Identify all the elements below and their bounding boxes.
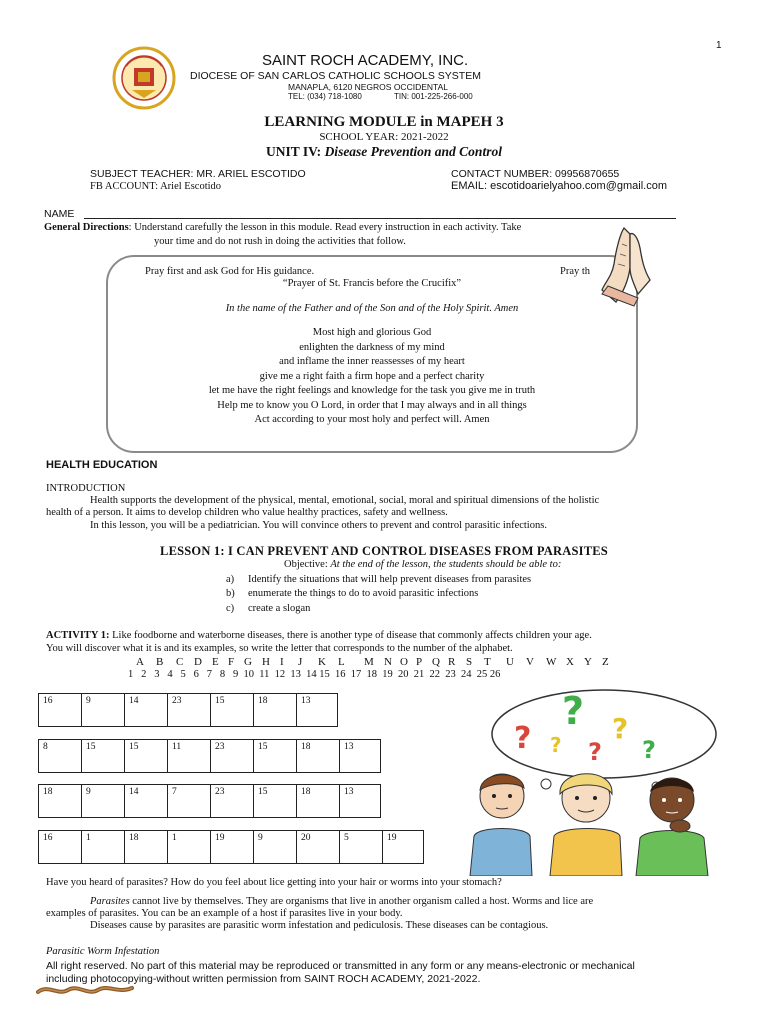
- directions-label: General Directions: [44, 222, 129, 233]
- answer-cell[interactable]: 13: [339, 784, 381, 818]
- alphabet-letter: N: [384, 656, 392, 668]
- prayer-line: and inflame the inner reassesses of my heart: [279, 356, 465, 367]
- copyright-line-1: All right reserved. No part of this material may be reproduced or transmitted in any form or any means-electronic or mechanical: [46, 960, 635, 972]
- name-field-line[interactable]: [84, 218, 676, 219]
- answer-cell[interactable]: 14: [124, 784, 168, 818]
- school-year: SCHOOL YEAR: 2021-2022: [319, 131, 449, 143]
- answer-cell[interactable]: 1: [81, 830, 125, 864]
- prayer-intro-cut: Pray th: [560, 266, 591, 277]
- alphabet-letter: O: [400, 656, 408, 668]
- alphabet-letter: L: [338, 656, 345, 668]
- email-line: [451, 180, 667, 192]
- alphabet-letter: G: [244, 656, 252, 668]
- answer-cell[interactable]: 1: [167, 830, 211, 864]
- alphabet-letter: U: [506, 656, 514, 668]
- alphabet-letter: A: [136, 656, 144, 668]
- svg-text:?: ?: [612, 712, 629, 745]
- prayer-line: enlighten the darkness of my mind: [299, 341, 445, 353]
- activity-label: ACTIVITY 1:: [46, 630, 110, 641]
- svg-text:?: ?: [588, 738, 602, 766]
- answer-cell[interactable]: 14: [124, 693, 168, 727]
- alphabet-letter: V: [526, 656, 534, 668]
- answer-cell[interactable]: 18: [124, 830, 168, 864]
- alphabet-letter: K: [318, 656, 326, 668]
- alphabet-numbers: 1 2 3 4 5 6 7 8 9 10 11 12 13 14 15 16 17 18 19 20 21 22 23 24 25 26: [128, 669, 501, 680]
- thinking-children-illustration: [466, 686, 732, 876]
- objective-label: Objective:: [284, 559, 331, 570]
- answer-cell[interactable]: 9: [253, 830, 297, 864]
- prayer-line: Act according to your most holy and perfect will. Amen: [254, 414, 490, 425]
- fb-account: FB ACCOUNT: Ariel Escotido: [90, 181, 222, 192]
- answer-cell[interactable]: 16: [38, 830, 82, 864]
- prayer-line: Help me to know you O Lord, in order that I may always and in all things: [217, 399, 527, 411]
- answer-cell[interactable]: 19: [210, 830, 254, 864]
- directions-text-2: your time and do not rush in doing the activities that follow.: [154, 236, 406, 247]
- answer-cell[interactable]: 18: [38, 784, 82, 818]
- answer-cell[interactable]: 15: [124, 739, 168, 773]
- answer-cell[interactable]: 15: [253, 739, 297, 773]
- subject-teacher: SUBJECT TEACHER: MR. ARIEL ESCOTIDO: [90, 168, 306, 180]
- unit-label: UNIT IV:: [266, 144, 325, 159]
- tin: TIN: 001-225-266-000: [394, 92, 473, 101]
- answer-cell[interactable]: 15: [210, 693, 254, 727]
- alphabet-letter: S: [466, 656, 473, 668]
- contact-number: CONTACT NUMBER: 09956870655: [451, 168, 620, 180]
- answer-row: [38, 739, 380, 773]
- answer-row: [38, 830, 423, 864]
- alphabet-letter: X: [566, 656, 574, 668]
- school-logo: [112, 46, 176, 110]
- telephone: TEL: (034) 718-1080: [288, 92, 362, 101]
- activity-text: Like foodborne and waterborne diseases, there is another type of disease that commonly affects children your age.: [109, 630, 592, 641]
- svg-text:?: ?: [514, 721, 532, 756]
- alphabet-letter: F: [228, 656, 235, 668]
- school-name: SAINT ROCH ACADEMY, INC.: [262, 52, 469, 69]
- prayer-line: give me a right faith a firm hope and a perfect charity: [259, 370, 485, 382]
- worm-icon: [36, 982, 136, 998]
- email-value: escotidoarielyahoo.com@gmail.com: [490, 180, 667, 192]
- alphabet-letter: T: [484, 656, 491, 668]
- answer-cell[interactable]: 20: [296, 830, 340, 864]
- alphabet-letter: W: [546, 656, 557, 668]
- answer-cell[interactable]: 13: [339, 739, 381, 773]
- objective-item: b) enumerate the things to do to avoid parasitic infections: [226, 588, 479, 599]
- alphabet-letter: D: [194, 656, 202, 668]
- answer-cell[interactable]: 19: [382, 830, 424, 864]
- name-label: NAME: [44, 208, 75, 220]
- answer-cell[interactable]: 9: [81, 693, 125, 727]
- address-line: MANAPLA, 6120 NEGROS OCCIDENTAL: [288, 82, 448, 92]
- answer-cell[interactable]: 23: [210, 739, 254, 773]
- unit-title: Disease Prevention and Control: [324, 144, 502, 159]
- objective-text: At the end of the lesson, the students should be able to:: [330, 559, 562, 570]
- parasites-text-3: Diseases cause by parasites are parasitic worm infestation and pediculosis. These diseases can be contagious.: [90, 920, 549, 931]
- email-label: EMAIL:: [451, 180, 491, 192]
- alphabet-letter: Z: [602, 656, 609, 668]
- copyright-line-2: including photocopying-without written permission from SAINT ROCH ACADEMY, 2021-2022.: [46, 973, 481, 985]
- praying-hands-icon: [594, 224, 658, 308]
- answer-cell[interactable]: 18: [253, 693, 297, 727]
- alphabet-letter: B: [156, 656, 164, 668]
- alphabet-letter: Y: [584, 656, 592, 668]
- alphabet-letter: Q: [432, 656, 440, 668]
- parasites-text-2: examples of parasites. You can be an example of a host if parasites live in your body.: [46, 908, 403, 919]
- section-heading: HEALTH EDUCATION: [46, 459, 158, 471]
- alphabet-letter: R: [448, 656, 456, 668]
- question-text: Have you heard of parasites? How do you feel about lice getting into your hair or worms into your stomach?: [46, 877, 502, 888]
- objective-item: a) Identify the situations that will help prevent diseases from parasites: [226, 574, 532, 585]
- answer-cell[interactable]: 7: [167, 784, 211, 818]
- answer-cell[interactable]: 13: [296, 693, 338, 727]
- alphabet-letter: P: [416, 656, 423, 668]
- module-title: LEARNING MODULE in MAPEH 3: [264, 114, 504, 130]
- prayer-lines: [106, 327, 638, 437]
- subheading-worm-infestation: Parasitic Worm Infestation: [46, 946, 160, 957]
- unit-heading: [0, 144, 768, 160]
- answer-cell[interactable]: 23: [167, 693, 211, 727]
- svg-text:?: ?: [562, 689, 585, 733]
- sign-of-cross: In the name of the Father and of the Son and of the Holy Spirit. Amen: [225, 303, 519, 314]
- intro-text-3: In this lesson, you will be a pediatrician. You will convince others to prevent and control parasitic infections.: [90, 520, 547, 531]
- answer-cell[interactable]: 9: [81, 784, 125, 818]
- answer-row: [38, 693, 337, 727]
- alphabet-letter: M: [364, 656, 374, 668]
- lesson-title: LESSON 1: I CAN PREVENT AND CONTROL DISEASES FROM PARASITES: [160, 544, 608, 558]
- alphabet-letter: C: [176, 656, 184, 668]
- parasites-paragraph: Parasites cannot live by themselves. They are organisms that live in another organism called a host. Worms and lice are: [90, 896, 594, 907]
- intro-text-2: health of a person. It aims to develop children who value healthy practices, safety and wellness.: [46, 507, 448, 518]
- alphabet-letter: J: [298, 656, 303, 668]
- answer-cell[interactable]: 11: [167, 739, 211, 773]
- activity-instructions: [46, 630, 736, 641]
- alphabet-letter: H: [262, 656, 270, 668]
- objective: [284, 559, 561, 570]
- prayer-intro: Pray first and ask God for His guidance.: [145, 266, 315, 277]
- answer-cell[interactable]: 15: [81, 739, 125, 773]
- answer-cell[interactable]: 18: [296, 739, 340, 773]
- prayer-line: Most high and glorious God: [312, 327, 432, 338]
- answer-cell[interactable]: 23: [210, 784, 254, 818]
- prayer-title: “Prayer of St. Francis before the Crucifix”: [282, 278, 462, 289]
- answer-cell[interactable]: 16: [38, 693, 82, 727]
- answer-cell[interactable]: 5: [339, 830, 383, 864]
- directions-text: : Understand carefully the lesson in this module. Read every instruction in each activity. Take: [128, 222, 522, 233]
- prayer-line: let me have the right feelings and knowledge for the task you give me in truth: [208, 385, 536, 396]
- answer-cell[interactable]: 15: [253, 784, 297, 818]
- alphabet-letter: E: [212, 656, 219, 668]
- svg-text:?: ?: [642, 736, 656, 764]
- intro-text-1: Health supports the development of the physical, mental, emotional, social, moral and spiritual dimensions of the holistic: [90, 495, 600, 506]
- page-number: 1: [716, 40, 722, 51]
- alphabet-letter: I: [280, 656, 284, 668]
- introduction-label: INTRODUCTION: [46, 483, 126, 494]
- answer-row: [38, 784, 380, 818]
- svg-text:?: ?: [550, 733, 562, 757]
- diocese-line: DIOCESE OF SAN CARLOS CATHOLIC SCHOOLS SYSTEM: [190, 70, 481, 82]
- activity-text-2: You will discover what it is and its examples, so write the letter that corresponds to the number of the alphabet.: [46, 643, 513, 654]
- answer-cell[interactable]: 8: [38, 739, 82, 773]
- objective-item: c) create a slogan: [226, 603, 311, 614]
- answer-cell[interactable]: 18: [296, 784, 340, 818]
- parasites-word: Parasites: [90, 896, 130, 907]
